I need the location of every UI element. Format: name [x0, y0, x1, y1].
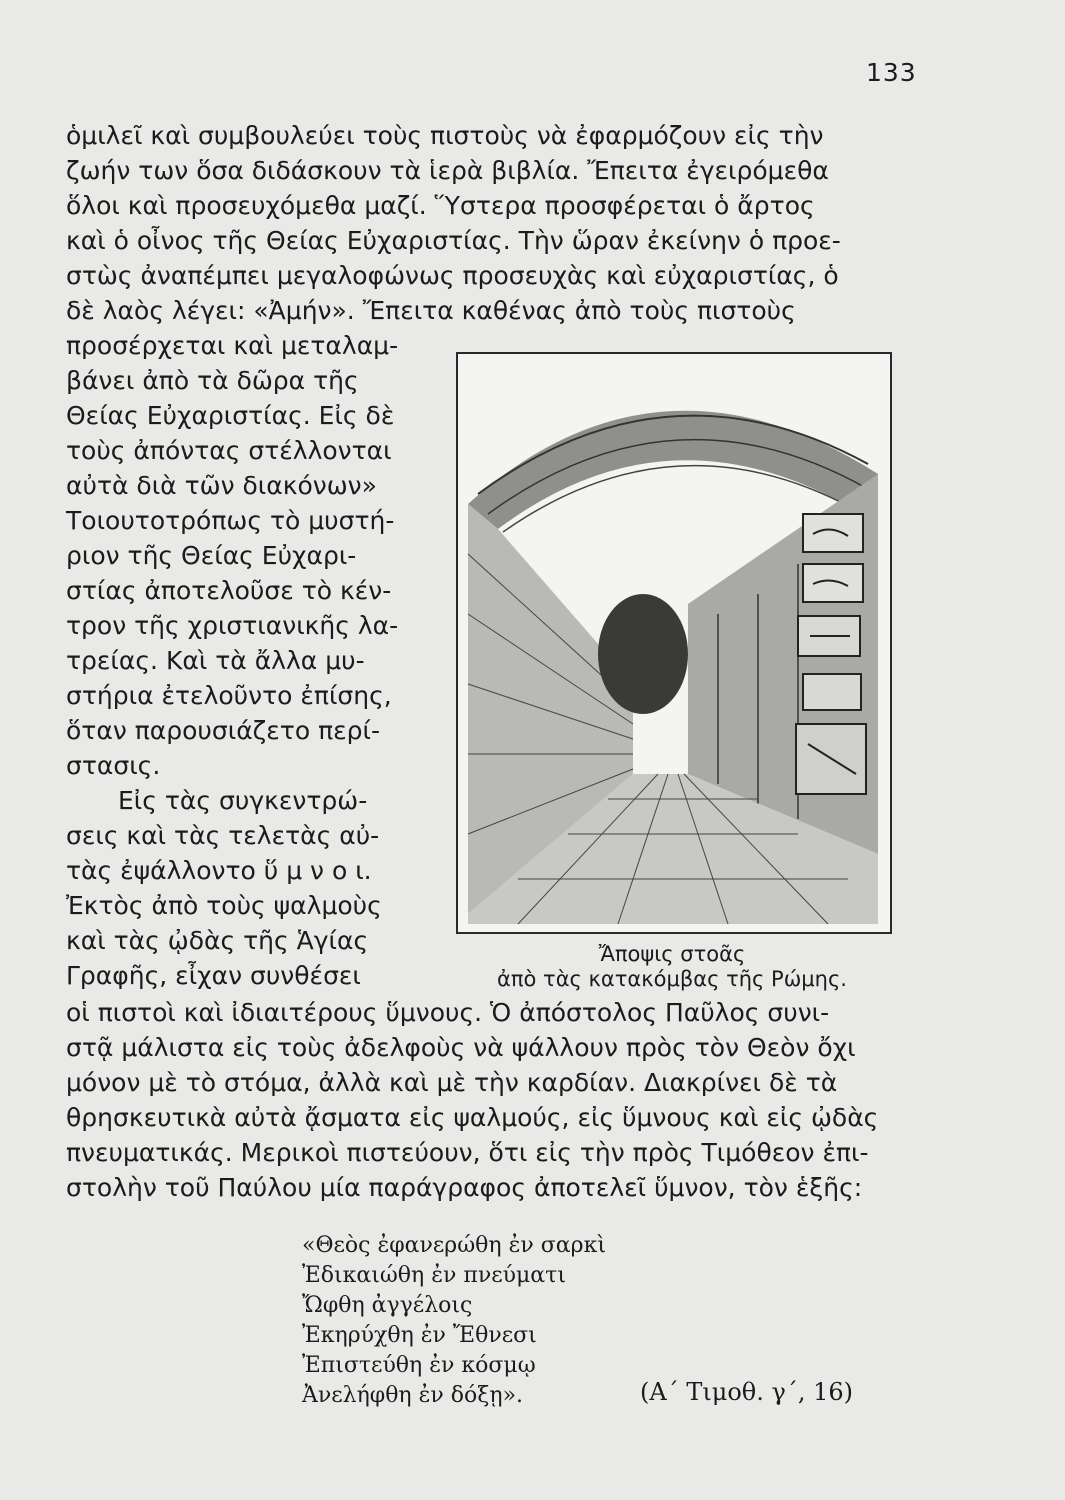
text-line: στασις.	[66, 751, 161, 780]
text-line: ριον τῆς Θείας Εὐχαρι-	[66, 541, 357, 570]
text-line: Γραφῆς, εἶχαν συνθέσει	[66, 961, 361, 990]
text-line: πνευματικάς. Μερικοὶ πιστεύουν, ὅτι εἰς τὴν πρὸς Τιμόθεον ἐπι-	[66, 1138, 869, 1167]
text-line: τρείας. Καὶ τὰ ἄλλα μυ-	[66, 646, 365, 675]
text-line: στὼς ἀναπέμπει μεγαλοφώνως προσευχὰς καὶ εὐχαριστίας, ὁ	[66, 261, 839, 290]
text-line: σεις καὶ τὰς τελετὰς αὐ-	[66, 821, 380, 850]
text-line: Θείας Εὐχαριστίας. Εἰς δὲ	[66, 401, 395, 430]
text-line: καὶ ὁ οἶνος τῆς Θείας Εὐχαριστίας. Τὴν ὥραν ἐκείνην ὁ προε-	[66, 226, 841, 255]
text-line: προσέρχεται καὶ μεταλαμ-	[66, 331, 399, 360]
hymn-line: Ἐδικαιώθη ἐν πνεύματι	[302, 1263, 566, 1288]
text-line: οἱ πιστοὶ καὶ ἰδιαιτέρους ὕμνους. Ὁ ἀπόστολος Παῦλος συνι-	[66, 998, 830, 1027]
text-line: τοὺς ἀπόντας στέλλονται	[66, 436, 392, 465]
text-line: τὰς ἐψάλλοντο ὕ μ ν ο ι.	[66, 856, 372, 885]
hymn-line: Ἐπιστεύθη ἐν κόσμῳ	[302, 1353, 536, 1378]
figure-caption: Ἄποψις στοᾶς	[598, 942, 746, 966]
figure-caption: ἀπὸ τὰς κατακόμβας τῆς Ρώμης.	[497, 967, 847, 991]
text-line: ὅταν παρουσιάζετο περί-	[66, 716, 381, 745]
hymn-line: «Θεὸς ἐφανερώθη ἐν σαρκὶ	[302, 1233, 606, 1258]
scripture-reference: (Α΄ Τιμοθ. γ΄, 16)	[640, 1378, 853, 1406]
text-line: Ἐκτὸς ἀπὸ τοὺς ψαλμοὺς	[66, 891, 382, 920]
text-line: θρησκευτικὰ αὐτὰ ᾄσματα εἰς ψαλμούς, εἰς ὕμνους καὶ εἰς ᾠδὰς	[66, 1103, 879, 1132]
text-line: στίας ἀποτελοῦσε τὸ κέν-	[66, 576, 392, 605]
page-number: 133	[866, 58, 917, 87]
text-line: ζωήν των ὅσα διδάσκουν τὰ ἱερὰ βιβλία. Ἔπειτα ἐγειρόμεθα	[66, 156, 829, 185]
text-line: ὅλοι καὶ προσευχόμεθα μαζί. Ὕστερα προσφέρεται ὁ ἄρτος	[66, 191, 815, 220]
text-line: Εἰς τὰς συγκεντρώ-	[118, 786, 368, 815]
text-line: στολὴν τοῦ Παύλου μία παράγραφος ἀποτελεῖ ὕμνον, τὸν ἑξῆς:	[66, 1173, 863, 1202]
text-line: τρον τῆς χριστιανικῆς λα-	[66, 611, 399, 640]
text-line: καὶ τὰς ᾠδὰς τῆς Ἁγίας	[66, 926, 369, 955]
hymn-line: Ἐκηρύχθη ἐν Ἔθνεσι	[302, 1323, 537, 1348]
hymn-line: Ὤφθη ἀγγέλοις	[302, 1293, 473, 1318]
text-line: μόνον μὲ τὸ στόμα, ἀλλὰ καὶ μὲ τὴν καρδίαν. Διακρίνει δὲ τὰ	[66, 1068, 838, 1097]
text-line: βάνει ἀπὸ τὰ δῶρα τῆς	[66, 366, 359, 395]
catacomb-illustration	[456, 352, 892, 934]
text-line: ὁμιλεῖ καὶ συμβουλεύει τοὺς πιστοὺς νὰ ἐφαρμόζουν εἰς τὴν	[66, 121, 824, 150]
text-line: στήρια ἐτελοῦντο ἐπίσης,	[66, 681, 392, 710]
text-line: δὲ λαὸς λέγει: «Ἀμήν». Ἔπειτα καθένας ἀπὸ τοὺς πιστοὺς	[66, 296, 796, 325]
text-line: Τοιουτοτρόπως τὸ μυστή-	[66, 506, 395, 535]
text-line: στᾷ μάλιστα εἰς τοὺς ἀδελφοὺς νὰ ψάλλουν πρὸς τὸν Θεὸν ὄχι	[66, 1033, 856, 1062]
text-line: αὐτὰ διὰ τῶν διακόνων»	[66, 471, 377, 500]
hymn-line: Ἀνελήφθη ἐν δόξῃ».	[302, 1383, 524, 1408]
